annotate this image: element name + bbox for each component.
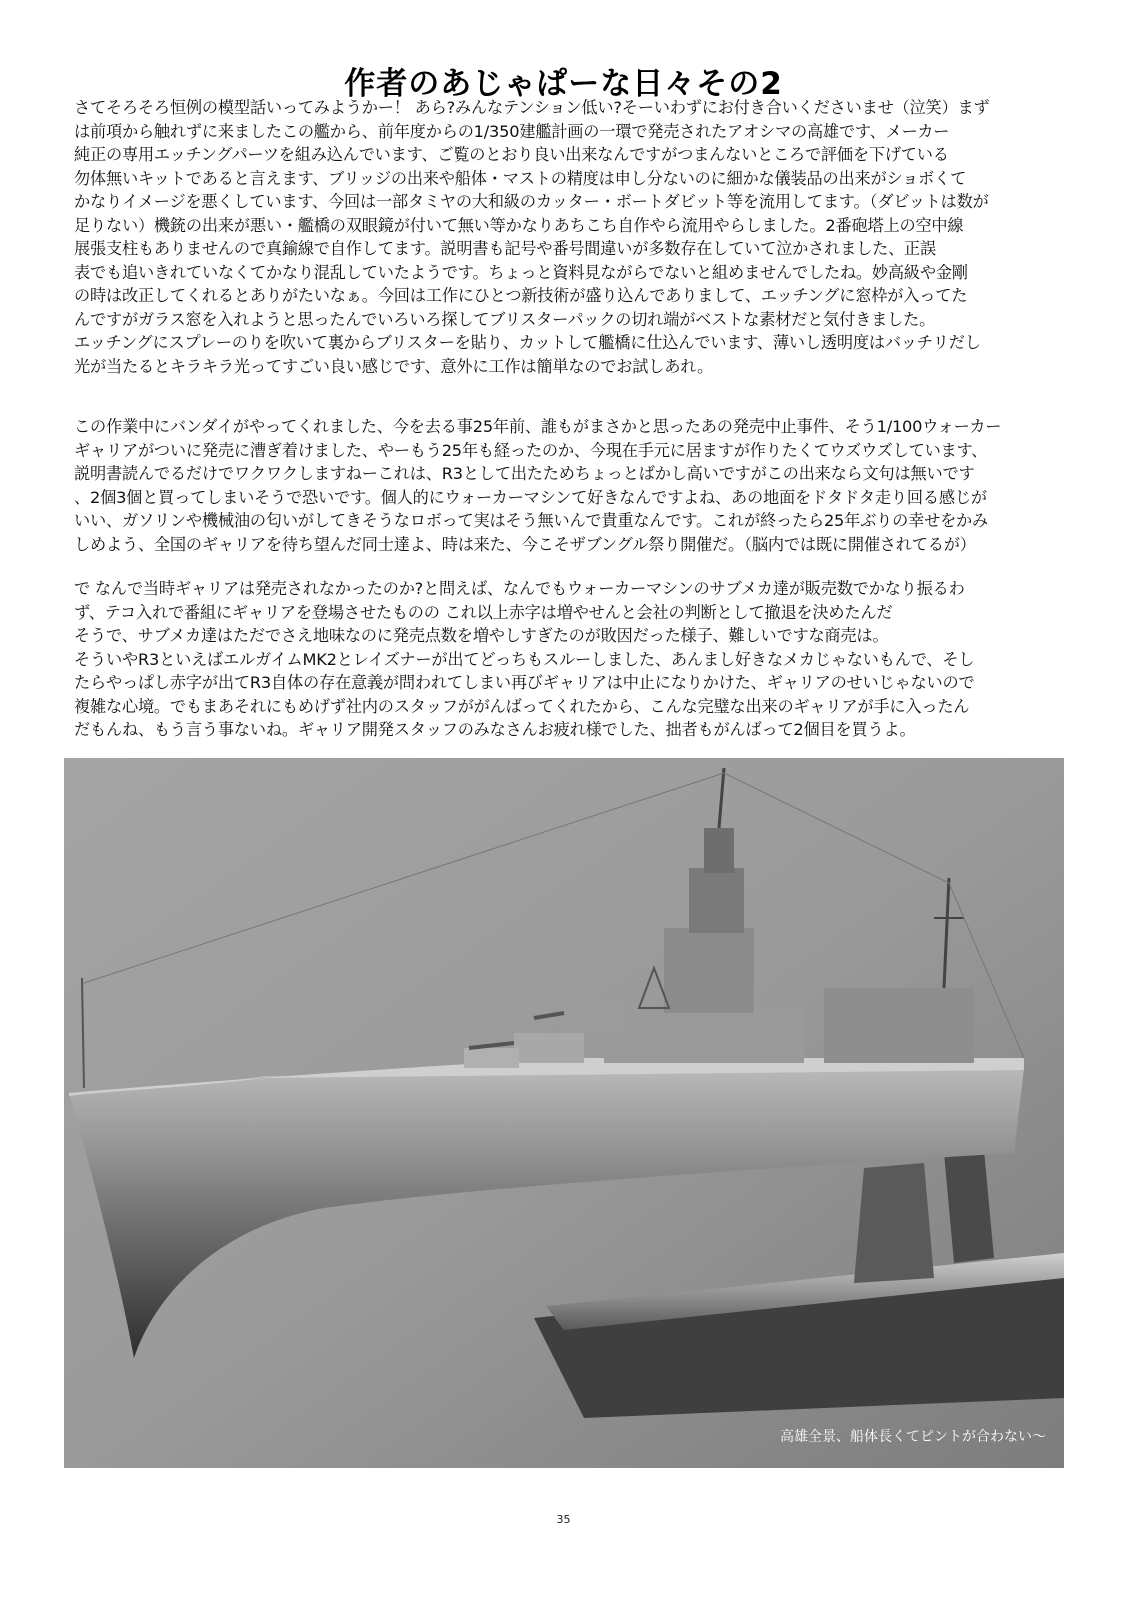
- text-line: 足りない）機銃の出来が悪い・艦橋の双眼鏡が付いて無い等かなりあちこち自作やら流用やらしました。2番砲塔上の空中線: [74, 215, 964, 235]
- text-line: で なんで当時ギャリアは発売されなかったのか?と問えば、なんでもウォーカーマシンのサブメカ達が販売数でかなり振るわ: [74, 579, 965, 598]
- text-line: いい、ガソリンや機械油の匂いがしてきそうなロボって実はそう無いんで貴重なんです。これが終ったら25年ぶりの幸せをかみ: [74, 511, 989, 530]
- text-line: そういやR3といえばエルガイムMK2とレイズナーが出てどっちもスルーしました、あんまし好きなメカじゃないもんで、そし: [74, 649, 975, 669]
- text-line: エッチングにスプレーのりを吹いて裏からブリスターを貼り、カットして艦橋に仕込んでいます、薄いし透明度はバッチリだし: [74, 333, 981, 352]
- text-line: は前項から触れずに来ましたこの艦から、前年度からの1/350建艦計画の一環で発売されたアオシマの高雄です、メーカー: [74, 121, 950, 141]
- text-line: そうで、サブメカ達はただでさえ地味なのに発売点数を増やしすぎたのが敗因だった様子、難しいですな商売は。: [74, 626, 889, 645]
- text-line: たらやっぱし赤字が出てR3自体の存在意義が問われてしまい再びギャリアは中止になりかけた、ギャリアのせいじゃないので: [74, 673, 975, 692]
- text-line: しめよう、全国のギャリアを待ち望んだ同士達よ、時は来た、今こそザブングル祭り開催だ。（脳内では既に開催されてるが）: [74, 534, 976, 554]
- page-number: 35: [556, 1513, 571, 1526]
- text-line: 、2個3個と買ってしまいそうで恐いです。個人的にウォーカーマシンて好きなんですよね、あの地面をドタドタ走り回る感じが: [74, 487, 987, 507]
- text-line: 表でも追いきれていなくてかなり混乱していたようです。ちょっと資料見ながらでないと組めませんでしたね。妙高級や金剛: [74, 262, 968, 282]
- text-line: だもんね、もう言う事ないね。ギャリア開発スタッフのみなさんお疲れ様でした、拙者もがんばって2個目を買うよ。: [74, 720, 916, 739]
- text-line: 複雑な心境。でもまあそれにもめげず社内のスタッフががんばってくれたから、こんな完璧な出来のギャリアが手に入ったん: [74, 696, 970, 716]
- text-line: 説明書読んでるだけでワクワクしますねーこれは、R3として出たためちょっとばかし高いですがこの出来なら文句は無いです: [74, 464, 975, 483]
- text-line: 光が当たるとキラキラ光ってすごい良い感じです、意外に工作は簡単なのでお試しあれ。: [74, 356, 714, 376]
- text-line: んですがガラス窓を入れようと思ったんでいろいろ探してブリスターパックの切れ端がベストな素材だと気付きました。: [74, 309, 936, 329]
- text-line: の時は改正してくれるとありがたいなぁ。今回は工作にひとつ新技術が盛り込んでありまして、エッチングに窓枠が入ってた: [74, 286, 968, 305]
- ship-model-photo: [64, 758, 1064, 1468]
- text-line: ず、テコ入れで番組にギャリアを登場させたものの これ以上赤字は増やせんと会社の判断として撤退を決めたんだ: [74, 602, 893, 622]
- text-line: この作業中にバンダイがやってくれました、今を去る事25年前、誰もがまさかと思ったあの発売中止事件、そう1/100ウォーカー: [74, 417, 1002, 436]
- photo-caption: 高雄全景、船体長くてピントが合わない～: [780, 1429, 1046, 1445]
- text-line: ギャリアがついに発売に漕ぎ着けました、やーもう25年も経ったのか、今現在手元に居ますが作りたくてウズウズしています、: [74, 440, 988, 460]
- takao-model-illustration: [64, 758, 1064, 1468]
- paragraph-2: [74, 415, 1059, 556]
- paragraph-3: [74, 577, 1059, 742]
- page-title: 作者のあじゃぱーな日々その2: [344, 66, 783, 102]
- paragraph-1: [74, 96, 1059, 378]
- text-line: さてそろそろ恒例の模型話いってみようかー！ あら?みんなテンション低い?そーいわずにお付き合いくださいませ（泣笑）まず: [74, 98, 990, 117]
- text-line: 勿体無いキットであると言えます、ブリッジの出来や船体・マストの精度は申し分ないのに細かな儀装品の出来がショボくて: [74, 168, 967, 188]
- text-line: かなりイメージを悪くしています、今回は一部タミヤの大和級のカッター・ボートダビット等を流用してます。（ダビットは数が: [74, 192, 989, 211]
- text-line: 純正の専用エッチングパーツを組み込んでいます、ご覧のとおり良い出来なんですがつまんないところで評価を下げている: [74, 145, 949, 164]
- text-line: 展張支柱もありませんので真鍮線で自作してます。説明書も記号や番号間違いが多数存在していて泣かされました、正誤: [74, 239, 937, 258]
